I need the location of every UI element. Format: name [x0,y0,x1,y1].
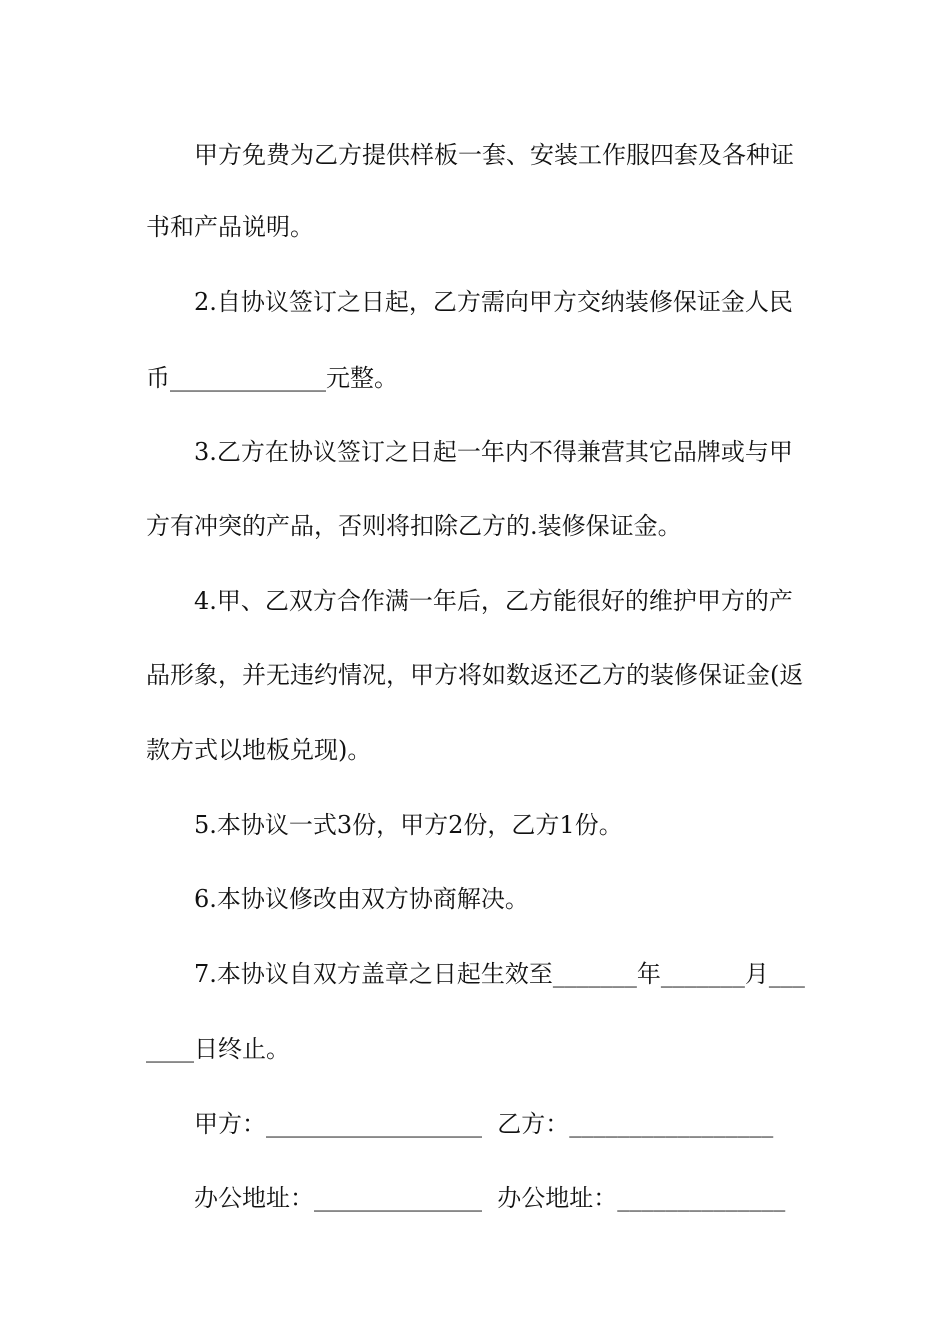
clause-5: 5.本协议一式3份，甲方2份，乙方1份。 [194,811,623,839]
clause-4-line-1: 4.甲、乙双方合作满一年后，乙方能很好的维护甲方的产 [194,587,793,615]
clause-2-line-2: 币_____________元整。 [146,364,398,392]
clause-6: 6.本协议修改由双方协商解决。 [194,885,529,913]
paragraph-1-line-1: 甲方免费为乙方提供样板一套、安装工作服四套及各种证 [194,141,794,169]
clause-3-line-1: 3.乙方在协议签订之日起一年内不得兼营其它品牌或与甲 [194,438,793,466]
clause-4-line-3: 款方式以地板兑现)。 [146,736,372,764]
clause-7-line-2: ____日终止。 [146,1035,290,1063]
clause-2-line-1: 2.自协议签订之日起，乙方需向甲方交纳装修保证金人民 [194,288,793,316]
signature-party-line: 甲方：__________________ 乙方：_________________ [194,1110,774,1138]
clause-3-line-2: 方有冲突的产品，否则将扣除乙方的.装修保证金。 [146,512,682,540]
paragraph-1-line-2: 书和产品说明。 [146,213,314,241]
office-address-line: 办公地址：______________ 办公地址：______________ [194,1184,786,1212]
clause-7-line-1: 7.本协议自双方盖章之日起生效至_______年_______月___ [194,960,805,988]
clause-4-line-2: 品形象，并无违约情况，甲方将如数返还乙方的装修保证金(返 [146,661,804,689]
